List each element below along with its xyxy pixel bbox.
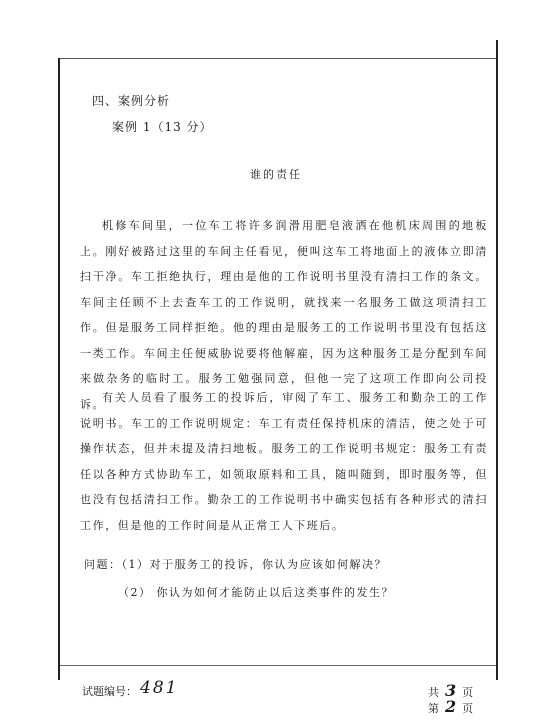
section-heading: 四、案例分析 xyxy=(92,94,171,108)
case-paragraph-2: 有关人员看了服务工的投诉后，审阅了车工、服务工和勤杂工的工作说明书。车工的工作说明规定：车工有责任保持机床的清洁，使之处于可操作状态，但并未提及清扫地板。服务工的工作说明书规定：服务工有责任以各种方式协助车工，如领取原料和工具，随叫随到，即时服务等，但也没有包括清扫工作。勤杂工的工作说明书中确实包括有各种形式的清扫工作，但是他的工作时间是从正常工人下班后。 xyxy=(80,391,488,532)
question-1: 问题：（1）对于服务工的投诉，你认为应该如何解决？ xyxy=(84,558,387,571)
bottom-border-line xyxy=(60,665,496,666)
case-title: 谁的责任 xyxy=(250,168,302,181)
case-paragraph-1: 机修车间里，一位车工将许多润滑用肥皂液洒在他机床周围的地板上。刚好被路过这里的车间主任看见，便叫这车工将地面上的液体立即清扫干净。车工拒绝执行，理由是他的工作说明书里没有清扫工作的条文。车间主任顾不上去查车工的工作说明，就找来一名服务工做这项清扫工作。但是服务工同样拒绝。他的理由是服务工的工作说明书里没有包括这一类工作。车间主任便威胁说要将他解雇，因为这种服务工是分配到车间来做杂务的临时工。服务工勉强同意，但他一完了这项工作即向公司投诉。 xyxy=(80,219,488,411)
page-current xyxy=(428,697,473,716)
page-current-prefix: 第 xyxy=(428,702,439,715)
page-current-suffix: 页 xyxy=(462,702,474,715)
exam-number-handwritten: 481 xyxy=(140,678,179,698)
right-border-line xyxy=(496,40,498,680)
page-total-prefix: 共 xyxy=(428,686,439,699)
page-total-suffix: 页 xyxy=(462,686,474,699)
left-border-line xyxy=(58,58,60,680)
question-2: （2） 你认为如何才能防止以后这类事件的发生？ xyxy=(118,586,394,599)
case-label: 案例 1（13 分） xyxy=(112,120,213,134)
top-border-line xyxy=(58,58,496,59)
page-current-number: 2 xyxy=(445,697,457,716)
page-total-number: 3 xyxy=(445,681,457,700)
exam-number-label: 试题编号： xyxy=(82,685,137,698)
